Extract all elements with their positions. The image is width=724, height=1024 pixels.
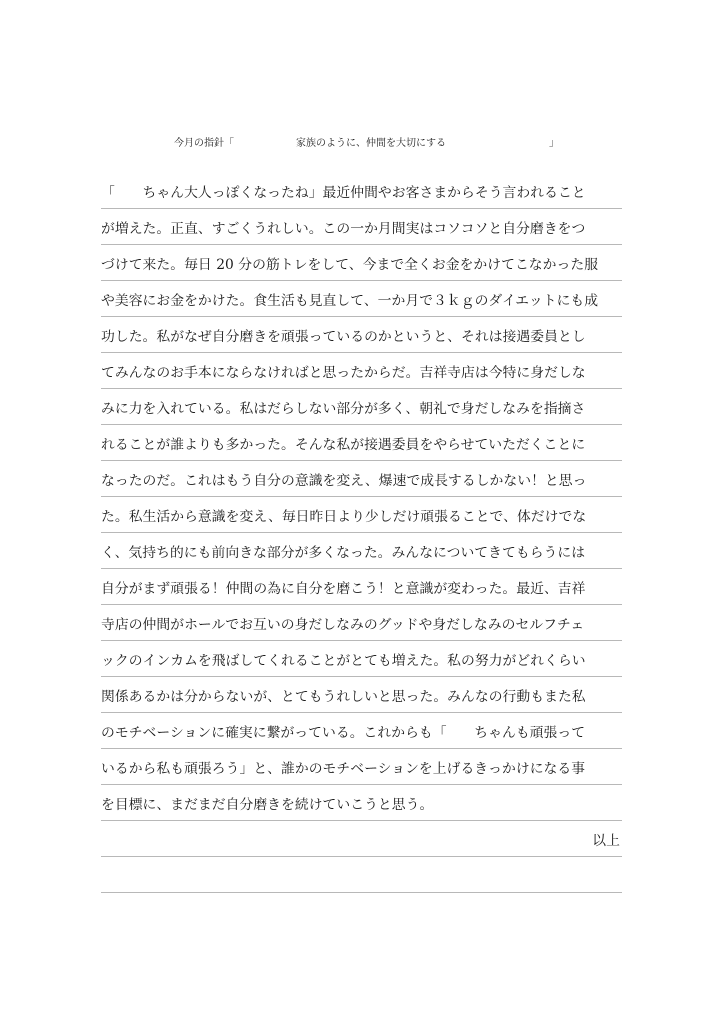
- essay-line-text: 自分がまず頑張る！仲間の為に自分を磨こう！と意識が変わった。最近、吉祥: [101, 581, 586, 597]
- guideline-close-bracket: 」: [549, 138, 559, 149]
- essay-line-text: のモチベーションに確実に繋がっている。これからも「 ちゃんも頑張って: [101, 725, 586, 741]
- essay-line: [101, 533, 622, 569]
- essay-line-text: た。私生活から意識を変え、毎日昨日より少しだけ頑張ることで、体だけでな: [101, 509, 587, 525]
- essay-line: [101, 317, 622, 353]
- essay-line-text: みに力を入れている。私はだらしない部分が多く、朝礼で身だしなみを指摘さ: [101, 401, 586, 417]
- essay-line-text: く、気持ち的にも前向きな部分が多くなった。みんなについてきてもらうには: [101, 545, 586, 561]
- essay-line: [101, 785, 622, 821]
- essay-line: [101, 641, 622, 677]
- essay-line: [101, 749, 622, 785]
- essay-line: [101, 497, 622, 533]
- essay-line-text: 「 ちゃん大人っぽくなったね」最近仲間やお客さまからそう言われること: [101, 185, 586, 201]
- essay-line: [101, 245, 622, 281]
- essay-line: [101, 281, 622, 317]
- guideline-motto: 家族のように、仲間を大切にする: [296, 138, 446, 149]
- closing-line: [101, 821, 622, 857]
- essay-line-text: てみんなのお手本にならなければと思ったからだ。吉祥寺店は今特に身だしな: [101, 365, 586, 381]
- closing-text: 以上: [592, 833, 620, 849]
- essay-line-text: 功した。私がなぜ自分磨きを頑張っているのかというと、それは接遇委員とし: [101, 329, 586, 345]
- essay-line-text: を目標に、まだまだ自分磨きを続けていこうと思う。: [101, 797, 434, 813]
- essay-line: [101, 605, 622, 641]
- essay-line-text: ックのインカムを飛ばしてくれることがとても増えた。私の努力がどれくらい: [101, 653, 586, 669]
- essay-line-text: が増えた。正直、すごくうれしい。この一か月間実はコソコソと自分磨きをつ: [101, 221, 586, 237]
- essay-line-text: づけて来た。毎日 20 分の筋トレをして、今まで全くお金をかけてこなかった服: [101, 257, 599, 273]
- essay-line-text: なったのだ。これはもう自分の意識を変え、爆速で成長するしかない！と思っ: [101, 473, 587, 489]
- essay-body: [101, 173, 622, 893]
- essay-line: [101, 425, 622, 461]
- essay-line-text: 関係あるかは分からないが、とてもうれしいと思った。みんなの行動もまた私: [101, 689, 586, 705]
- essay-line: [101, 677, 622, 713]
- essay-line-text: や美容にお金をかけた。食生活も見直して、一か月で３ｋｇのダイエットにも成: [101, 293, 599, 309]
- essay-line: [101, 209, 622, 245]
- essay-line: [101, 389, 622, 425]
- guideline-prefix: 今月の指針「: [174, 138, 234, 149]
- essay-line: [101, 353, 622, 389]
- essay-line-text: いるから私も頑張ろう」と、誰かのモチベーションを上げるきっかけになる事: [101, 761, 586, 777]
- essay-line: [101, 461, 622, 497]
- essay-line-text: れることが誰よりも多かった。そんな私が接遇委員をやらせていただくことに: [101, 437, 586, 453]
- essay-line: [101, 569, 622, 605]
- monthly-guideline-header: [0, 136, 724, 152]
- essay-line: [101, 713, 622, 749]
- blank-ruled-line: [101, 857, 622, 893]
- essay-line: [101, 173, 622, 209]
- essay-line-text: 寺店の仲間がホールでお互いの身だしなみのグッドや身だしなみのセルフチェ: [101, 617, 585, 633]
